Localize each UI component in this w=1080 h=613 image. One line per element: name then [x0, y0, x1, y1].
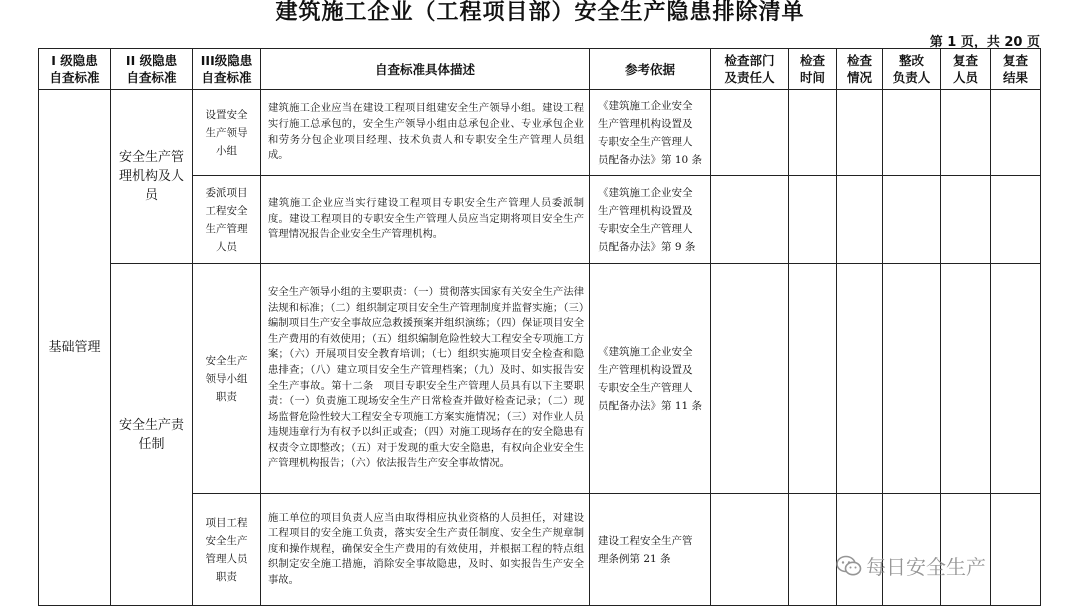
header-ref: 参考依据 [590, 49, 711, 90]
time-cell[interactable] [789, 176, 837, 264]
header-lv1: I 级隐患 自查标准 [39, 49, 111, 90]
page-title: 建筑施工企业（工程项目部）安全生产隐患排除清单 [275, 0, 805, 25]
status-cell[interactable] [837, 494, 883, 606]
lv2-cell: 安全生产管 理机构及人 员 [111, 90, 193, 264]
wechat-icon [836, 555, 862, 577]
header-rectifier: 整改 负责人 [883, 49, 941, 90]
ref-cell: 《建筑施工企业安全 生产管理机构设置及 专职安全生产管理人 员配备办法》第 10 条 [590, 90, 711, 176]
ref-cell: 《建筑施工企业安全 生产管理机构设置及 专职安全生产管理人 员配备办法》第 9 条 [590, 176, 711, 264]
table-header-row [39, 49, 1041, 90]
status-cell[interactable] [837, 264, 883, 494]
time-cell[interactable] [789, 90, 837, 176]
header-status: 检查 情况 [837, 49, 883, 90]
header-desc: 自查标准具体描述 [261, 49, 590, 90]
result-cell[interactable] [991, 176, 1041, 264]
lv1-cell: 基础管理 [39, 90, 111, 606]
header-lv2: II 级隐患 自查标准 [111, 49, 193, 90]
lv2-cell: 安全生产责 任制 [111, 264, 193, 606]
lv3-cell: 项目工程 安全生产 管理人员 职责 [193, 494, 261, 606]
lv3-cell: 安全生产 领导小组 职责 [193, 264, 261, 494]
reviewer-cell[interactable] [941, 264, 991, 494]
desc-cell: 建筑施工企业应当在建设工程项目组建安全生产领导小组。建设工程实行施工总承包的，安全生产领导小组由总承包企业、专业承包企业和劳务分包企业项目经理、技术负责人和专职安全生产管理人员组成。 [261, 90, 590, 176]
reviewer-cell[interactable] [941, 90, 991, 176]
time-cell[interactable] [789, 264, 837, 494]
header-time: 检查 时间 [789, 49, 837, 90]
dept-cell[interactable] [711, 90, 789, 176]
lv3-cell: 设置安全 生产领导 小组 [193, 90, 261, 176]
watermark [836, 551, 986, 580]
status-cell[interactable] [837, 176, 883, 264]
ref-cell: 建设工程安全生产管 理条例第 21 条 [590, 494, 711, 606]
table-row [39, 90, 1041, 176]
header-lv3: III级隐患 自查标准 [193, 49, 261, 90]
rectifier-cell[interactable] [883, 264, 941, 494]
page-info: 第 1 页，共 20 页 [929, 35, 1040, 50]
ref-cell: 《建筑施工企业安全 生产管理机构设置及 专职安全生产管理人 员配备办法》第 11 条 [590, 264, 711, 494]
reviewer-cell[interactable] [941, 494, 991, 606]
status-cell[interactable] [837, 90, 883, 176]
reviewer-cell[interactable] [941, 176, 991, 264]
time-cell[interactable] [789, 494, 837, 606]
header-reviewer: 复查 人员 [941, 49, 991, 90]
watermark-text: 每日安全生产 [866, 555, 986, 579]
rectifier-cell[interactable] [883, 494, 941, 606]
header-dept: 检查部门 及责任人 [711, 49, 789, 90]
result-cell[interactable] [991, 264, 1041, 494]
desc-cell: 建筑施工企业应当实行建设工程项目专职安全生产管理人员委派制度。建设工程项目的专职安全生产管理人员应当定期将项目安全生产管理情况报告企业安全生产管理机构。 [261, 176, 590, 264]
header-result: 复查 结果 [991, 49, 1041, 90]
result-cell[interactable] [991, 494, 1041, 606]
lv3-cell: 委派项目 工程安全 生产管理 人员 [193, 176, 261, 264]
dept-cell[interactable] [711, 264, 789, 494]
table-row [39, 264, 1041, 494]
result-cell[interactable] [991, 90, 1041, 176]
dept-cell[interactable] [711, 494, 789, 606]
dept-cell[interactable] [711, 176, 789, 264]
rectifier-cell[interactable] [883, 90, 941, 176]
desc-cell: 安全生产领导小组的主要职责：（一）贯彻落实国家有关安全生产法律法规和标准；（二）组织制定项目安全生产管理制度并监督实施；（三）编制项目生产安全事故应急救援预案并组织演练；（四）保证项目安全生产费用的有效使用；（五）组织编制危险性较大工程安全专项施工方案；（六）开展项目安全教育培训；（七）组织实施项目安全检查和隐患排查；（八）建立项目安全生产管理档案；（九）及时、如实报告安全生产事故。第十二条 项目专职安全生产管理人员具有以下主要职责：（一）负责施工现场安全生产日常检查并做好检查记录；（二）现场监督危险性较大工程安全专项施工方案实施情况；（三）对作业人员违规违章行为有权予以纠正或查；（四）对施工现场存在的安全隐患有权责令立即整改；（五）对于发现的重大安全隐患，有权向企业安全生产管理机构报告；（六）依法报告生产安全事故情况。 [261, 264, 590, 494]
desc-cell: 施工单位的项目负责人应当由取得相应执业资格的人员担任，对建设工程项目的安全施工负责，落实安全生产责任制度、安全生产规章制度和操作规程，确保安全生产费用的有效使用，并根据工程的特点组织制定安全施工措施，消除安全事故隐患，及时、如实报告生产安全事故。 [261, 494, 590, 606]
hazard-checklist-table [38, 48, 1041, 606]
rectifier-cell[interactable] [883, 176, 941, 264]
